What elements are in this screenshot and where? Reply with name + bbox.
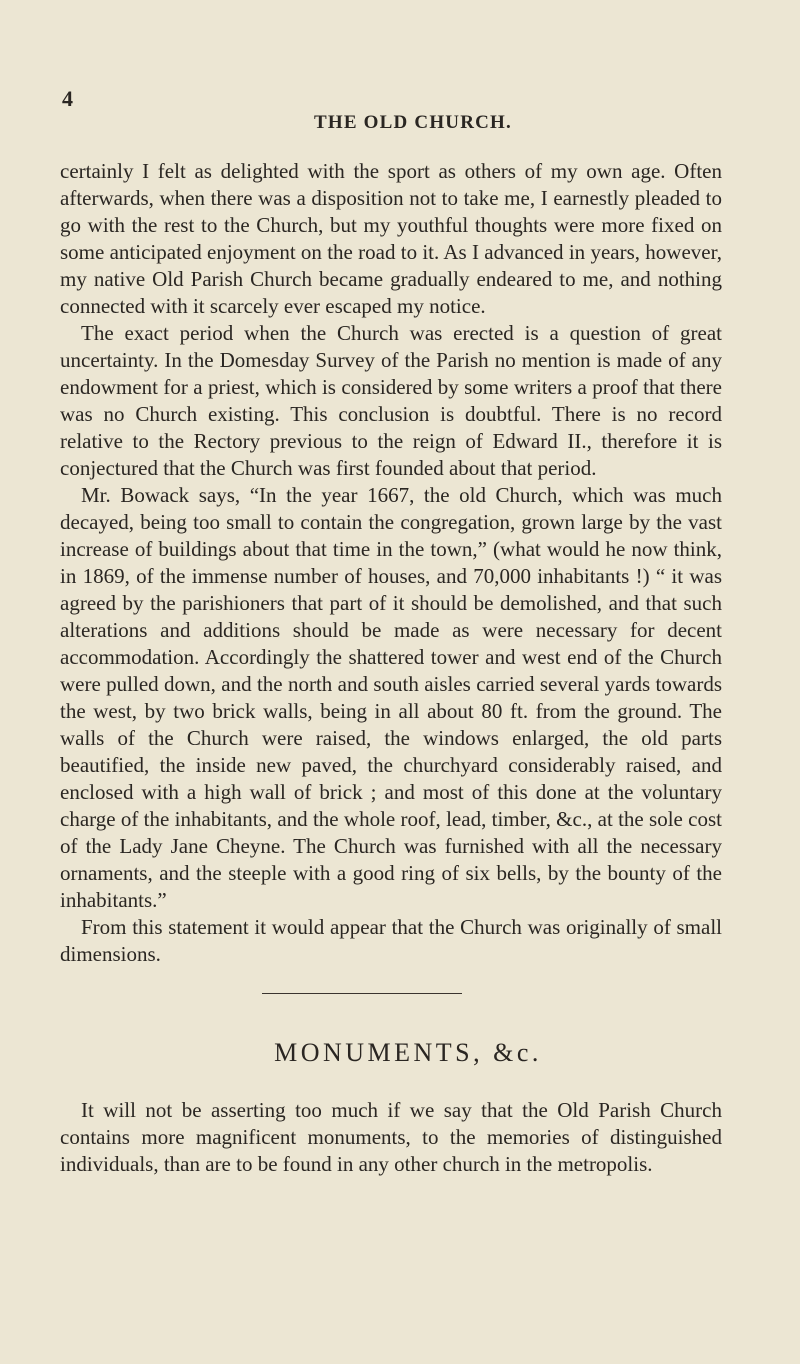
paragraph: Mr. Bowack says, “In the year 1667, the old Church, which was much decayed, being too small to contain the congregation, grown large by the vast increase of buildings about that time in the town,” (what would he now think, in 1869, of the immense number of houses, and 70,000 inhabitants !) “ it was agreed by the parishioners that part of it should be demolished, and that such alterations and additions should be made as were necessary for decent accommodation. Accordingly the shattered tower and west end of the Church were pulled down, and the north and south aisles carried several yards towards the west, by two brick walls, being in all about 80 ft. from the ground. The walls of the Church were raised, the windows enlarged, the old parts beautified, the inside new paved, the churchyard considerably raised, and enclosed with a high wall of brick ; and most of this done at the voluntary charge of the inhabitants, and the whole roof, lead, timber, &c., at the sole cost of the Lady Jane Cheyne. The Church was furnished with all the necessary ornaments, and the steeple with a good ring of six bells, by the bounty of the inhabitants.” [60, 483, 722, 912]
section-divider [262, 993, 462, 994]
paragraph: It will not be asserting too much if we say that the Old Parish Church contains more magnificent monuments, to the memories of distinguished individuals, than are to be found in any other church in the metropolis. [60, 1098, 722, 1176]
paragraph: The exact period when the Church was erected is a question of great uncertainty. In the Domesday Survey of the Parish no mention is made of any endowment for a priest, which is considered by some writers a proof that there was no Church existing. This conclusion is doubtful. There is no record relative to the Rectory previous to the reign of Edward II., therefore it is conjectured that the Church was first founded about that period. [60, 321, 722, 480]
running-title: THE OLD CHURCH. [314, 112, 512, 133]
paragraph: certainly I felt as delighted with the sport as others of my own age. Often afterwards, when there was a disposition not to take me, I earnestly pleaded to go with the rest to the Church, but my youthful thoughts were more fixed on some anticipated enjoyment on the road to it. As I advanced in years, however, my native Old Parish Church became gradually endeared to me, and nothing connected with it scarcely ever escaped my notice. [60, 159, 722, 318]
paragraph: From this statement it would appear that the Church was originally of small dimensions. [60, 915, 722, 966]
page-number: 4 [62, 86, 73, 111]
section-text [60, 1097, 722, 1178]
main-text [60, 158, 722, 968]
section-heading: MONUMENTS, &c. [274, 1038, 542, 1067]
